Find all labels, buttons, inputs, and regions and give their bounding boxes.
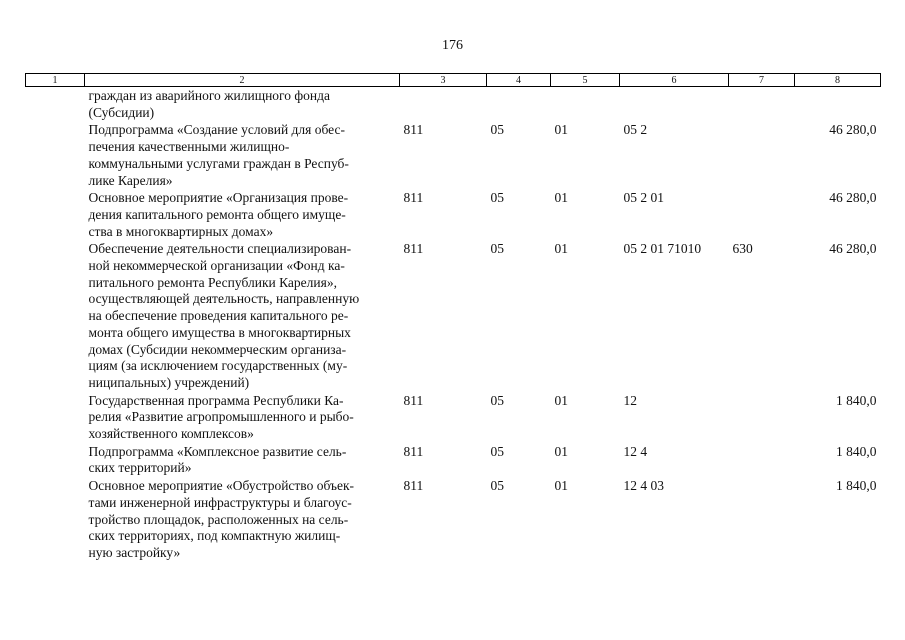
item-name (85, 87, 400, 122)
empty-cell (26, 240, 85, 391)
item-name-line: Государственная программа Республики Ка- (88, 392, 344, 408)
item-name-line: хозяйственного комплексов» (88, 426, 254, 442)
expense-type-code (729, 477, 795, 562)
item-name-line: граждан из аварийного жилищного фонда (88, 88, 330, 103)
target-code: 05 2 01 71010 (623, 241, 702, 257)
amount: 1 840,0 (836, 392, 877, 408)
section-code: 05 (490, 122, 504, 138)
page-number: 176 (442, 38, 463, 53)
amount: 1 840,0 (836, 443, 877, 459)
ministry-code: 811 (403, 122, 424, 138)
item-name (85, 121, 400, 189)
table-row (26, 392, 881, 443)
amount: 46 280,0 (829, 122, 877, 138)
item-name (85, 392, 400, 443)
item-name-line: релия «Развитие агропромышленного и рыбо- (88, 409, 354, 425)
section-code: 05 (490, 443, 504, 459)
empty-cell (26, 121, 85, 189)
target-code: 05 2 (623, 122, 648, 138)
amount: 46 280,0 (829, 190, 877, 206)
item-name-line: (Субсидии) (88, 104, 155, 120)
expense-type-code (729, 443, 795, 477)
expense-type-code (729, 87, 795, 122)
amount: 1 840,0 (836, 478, 877, 494)
subsection-code: 01 (554, 443, 568, 459)
table-row (26, 240, 881, 391)
subsection-code: 01 (554, 190, 568, 206)
ministry-code: 811 (403, 478, 424, 494)
column-header: 6 (620, 74, 729, 87)
item-name-line: Подпрограмма «Комплексное развитие сель- (88, 443, 347, 459)
item-name-line: ной некоммерческой организации «Фонд ка- (88, 258, 345, 274)
expense-type-code (729, 189, 795, 240)
column-header: 7 (729, 74, 795, 87)
column-header: 4 (487, 74, 551, 87)
column-header: 1 (26, 74, 85, 87)
item-name-line: Основное мероприятие «Организация прове- (88, 190, 349, 206)
empty-cell (26, 189, 85, 240)
section-code: 05 (490, 392, 504, 408)
ministry-code: 811 (403, 392, 424, 408)
item-name-line: ских территорий» (88, 460, 192, 476)
item-name-line: тами инженерной инфраструктуры и благоус- (88, 494, 352, 510)
ministry-code: 811 (403, 241, 424, 257)
target-code: 05 2 01 (623, 190, 664, 206)
item-name-line: лике Карелия» (88, 172, 173, 188)
item-name-line: осуществляющей деятельность, направленную (88, 291, 360, 307)
empty-cell (26, 443, 85, 477)
table-row (26, 121, 881, 189)
item-name-line: на обеспечение проведения капитального ре- (88, 308, 349, 324)
target-code (620, 87, 729, 122)
item-name-line: ниципальных) учреждений) (88, 374, 250, 390)
subsection-code: 01 (554, 478, 568, 494)
section-code: 05 (490, 241, 504, 257)
amount: 46 280,0 (829, 241, 877, 257)
budget-table (25, 73, 881, 562)
table-row (26, 477, 881, 562)
item-name-line: домах (Субсидии некоммерческим организа- (88, 341, 347, 357)
item-name (85, 189, 400, 240)
target-code: 12 4 (623, 443, 648, 459)
item-name-line: монта общего имущества в многоквартирных (88, 324, 351, 340)
column-header: 3 (400, 74, 487, 87)
column-number-header (26, 74, 881, 87)
item-name-line: тройство площадок, расположенных на сель- (88, 511, 349, 527)
subsection-code (551, 87, 620, 122)
item-name-line: ских территориях, под компактную жилищ- (88, 528, 341, 544)
section-code: 05 (490, 190, 504, 206)
item-name-line: печения качественными жилищно- (88, 139, 290, 155)
item-name-line: коммунальными услугами граждан в Респуб- (88, 155, 349, 171)
item-name (85, 240, 400, 391)
ministry-code (400, 87, 487, 122)
item-name-line: ную застройку» (88, 544, 181, 560)
ministry-code: 811 (403, 190, 424, 206)
item-name-line: дения капитального ремонта общего имуще- (88, 206, 346, 222)
table-row (26, 189, 881, 240)
empty-cell (26, 87, 85, 122)
column-header: 5 (551, 74, 620, 87)
amount (795, 87, 881, 122)
subsection-code: 01 (554, 122, 568, 138)
ministry-code: 811 (403, 443, 424, 459)
section-code (487, 87, 551, 122)
item-name-line: питального ремонта Республики Карелия», (88, 274, 337, 290)
expense-type-code (729, 392, 795, 443)
item-name-line: ства в многоквартирных домах» (88, 223, 274, 239)
empty-cell (26, 392, 85, 443)
subsection-code: 01 (554, 392, 568, 408)
section-code: 05 (490, 478, 504, 494)
column-header: 2 (85, 74, 400, 87)
table-row (26, 443, 881, 477)
expense-type-code (729, 121, 795, 189)
expense-type-code: 630 (732, 241, 753, 257)
empty-cell (26, 477, 85, 562)
item-name (85, 443, 400, 477)
column-header: 8 (795, 74, 881, 87)
item-name-line: Основное мероприятие «Обустройство объек- (88, 478, 355, 494)
item-name-line: циям (за исключением государственных (му- (88, 358, 348, 374)
item-name-line: Подпрограмма «Создание условий для обес- (88, 122, 345, 138)
subsection-code: 01 (554, 241, 568, 257)
target-code: 12 4 03 (623, 478, 664, 494)
item-name-line: Обеспечение деятельности специализирован- (88, 241, 352, 257)
table-row (26, 87, 881, 122)
target-code: 12 (623, 392, 637, 408)
item-name (85, 477, 400, 562)
